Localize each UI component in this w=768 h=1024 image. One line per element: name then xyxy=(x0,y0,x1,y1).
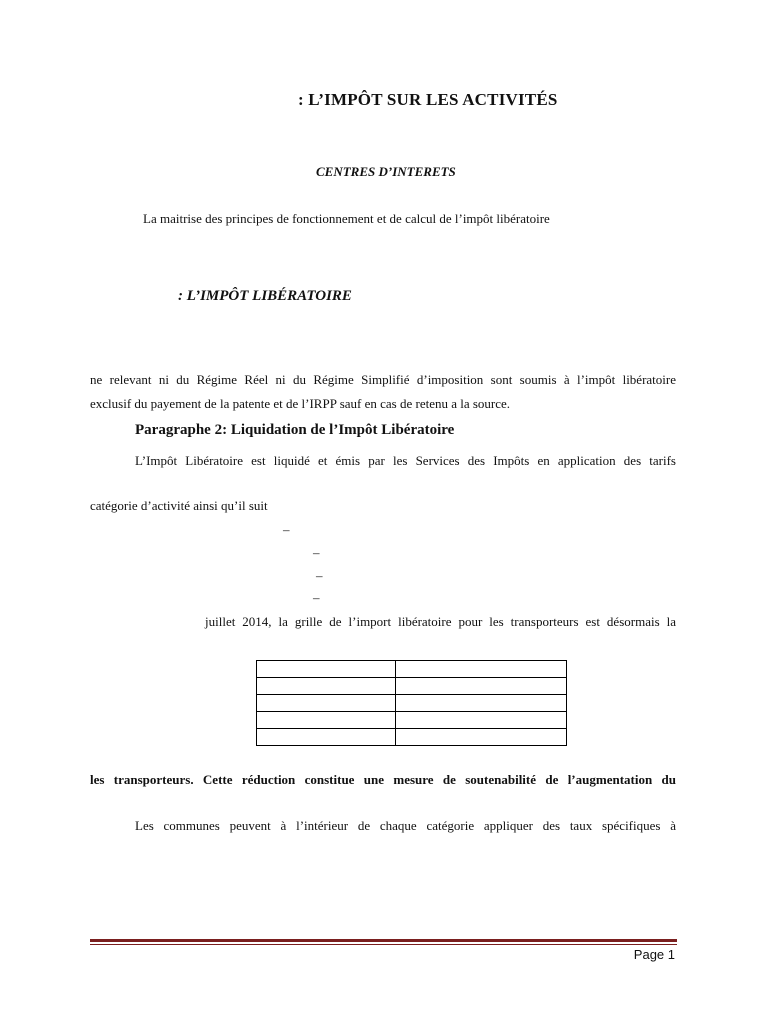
list-dash: – xyxy=(283,522,290,537)
list-dash: – xyxy=(316,568,323,583)
table-cell xyxy=(396,712,567,729)
paragraph3-line1: juillet 2014, la grille de l’import libératoire pour les transporteurs est désormais la xyxy=(205,614,676,629)
tariff-table xyxy=(256,660,567,746)
table-row xyxy=(257,712,567,729)
centres-heading: CENTRES D’INTERETS xyxy=(316,164,456,179)
footer-rule-thick xyxy=(90,939,677,942)
section-heading: : L’IMPÔT LIBÉRATOIRE xyxy=(178,288,352,304)
table-row xyxy=(257,695,567,712)
paragraph2-heading: Paragraphe 2: Liquidation de l’Impôt Libératoire xyxy=(135,422,455,438)
table-cell xyxy=(257,661,396,678)
table-row xyxy=(257,729,567,746)
table-row xyxy=(257,661,567,678)
table-cell xyxy=(396,729,567,746)
paragraph1-line1: ne relevant ni du Régime Réel ni du Régime Simplifié d’imposition sont soumis à l’impôt libératoire xyxy=(90,372,676,387)
paragraph4-line1: Les communes peuvent à l’intérieur de chaque catégorie appliquer des taux spécifiques à xyxy=(135,818,676,833)
intro-text: La maitrise des principes de fonctionnement et de calcul de l’impôt libératoire xyxy=(143,211,550,226)
table-cell xyxy=(257,729,396,746)
table-cell xyxy=(257,678,396,695)
chapter-title: : L’IMPÔT SUR LES ACTIVITÉS xyxy=(298,90,558,109)
paragraph2-line1: L’Impôt Libératoire est liquidé et émis par les Services des Impôts en application des tarifs xyxy=(135,453,676,468)
paragraph1-line2: exclusif du payement de la patente et de l’IRPP sauf en cas de retenu a la source. xyxy=(90,396,511,411)
table-cell xyxy=(257,712,396,729)
list-dash: – xyxy=(313,545,320,560)
table-cell xyxy=(396,661,567,678)
table-cell xyxy=(396,695,567,712)
table-cell xyxy=(257,695,396,712)
table-row xyxy=(257,678,567,695)
list-dash: – xyxy=(313,590,320,605)
footer-rule-thin xyxy=(90,944,677,945)
bold-statement: les transporteurs. Cette réduction constitue une mesure de soutenabilité de l’augmentation du xyxy=(90,772,676,787)
page-number: Page 1 xyxy=(633,947,675,962)
table-cell xyxy=(396,678,567,695)
paragraph2-line2: catégorie d’activité ainsi qu’il suit xyxy=(90,498,268,513)
